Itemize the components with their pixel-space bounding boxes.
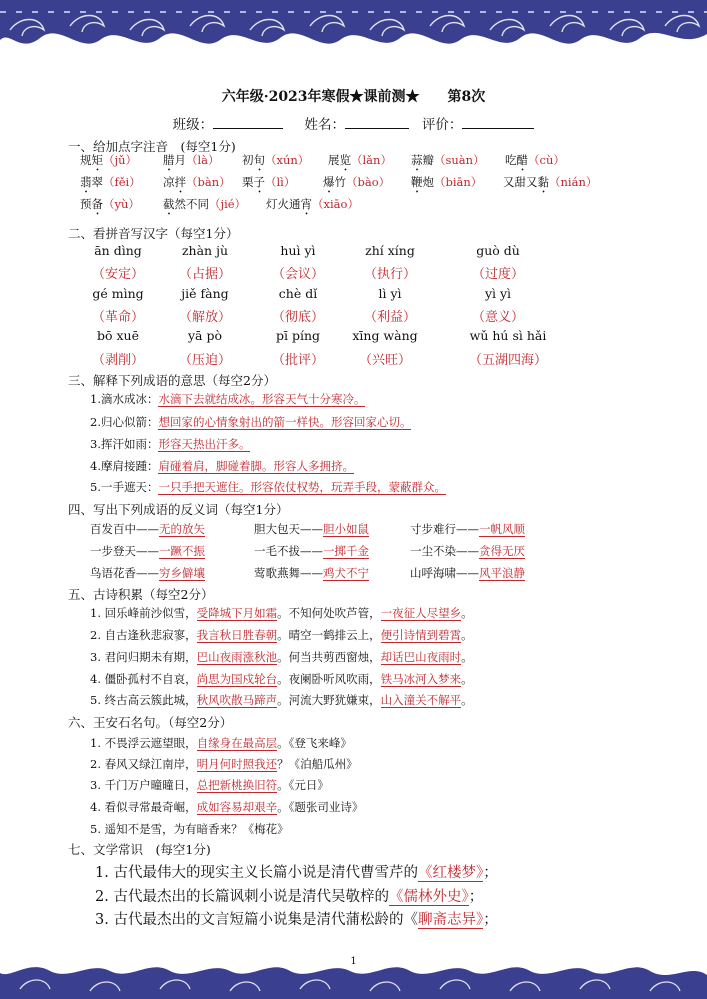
quote-line — [90, 821, 289, 837]
word-text: 凉 — [163, 175, 175, 189]
pinyin-answer: （lì） — [265, 175, 296, 189]
antonym-answer: 一掷千金 — [323, 544, 369, 558]
poem-answer: 秋风吹散马蹄声 — [196, 693, 278, 707]
page-number: 1 — [350, 956, 357, 967]
hanzi-answer: （意义） — [471, 310, 524, 325]
poem-text: 。夜阑卧听风吹雨， — [277, 672, 381, 686]
dotted-char: 蒜 — [411, 153, 423, 167]
poem-text: 。 — [461, 693, 473, 707]
annotation-item — [163, 152, 220, 174]
pinyin-text: yì yì — [484, 286, 512, 301]
annotation-item — [242, 152, 309, 174]
word-text: 灯火通 — [266, 197, 301, 211]
quote-text: 5. 遥知不是雪， — [90, 822, 174, 836]
antonym-answer: 一蹶不振 — [159, 544, 205, 558]
pinyin-text: jiě fàng — [181, 286, 229, 301]
section-2-header: 二、看拼音写汉字（每空1分） — [68, 226, 239, 241]
dotted-char: 爆 — [323, 175, 335, 189]
poem-text: 。 — [461, 650, 473, 664]
pinyin-text: huì yì — [280, 243, 316, 258]
hanzi-answer: （剥削） — [91, 353, 144, 368]
poem-line — [90, 627, 473, 643]
annotation-item — [323, 174, 390, 196]
hanzi-answer: （彻底） — [271, 310, 324, 325]
student-info-fields — [0, 113, 707, 133]
word-text: 竹 — [334, 175, 346, 189]
quote-answer: 明月何时照我还 — [196, 757, 278, 771]
eval-blank[interactable] — [462, 116, 534, 129]
poem-answer: 铁马冰河入梦来 — [380, 672, 462, 686]
pinyin-text: yā pò — [187, 328, 222, 343]
poem-line — [90, 692, 473, 708]
dotted-char: 子 — [253, 175, 265, 189]
hanzi-answer: （解放） — [178, 310, 231, 325]
poem-text: 。不知何处吹芦管， — [277, 606, 381, 620]
pinyin-answer: （bào） — [346, 175, 391, 189]
antonym-question: 莺歌燕舞—— — [254, 566, 323, 580]
pinyin-answer: （fěi） — [103, 175, 141, 189]
word-text: 预 — [80, 197, 92, 211]
quote-text: 。《元日》 — [277, 778, 329, 792]
pinyin-text: zhí xíng — [365, 243, 415, 258]
quote-line — [90, 799, 363, 815]
antonym-item — [254, 521, 369, 537]
pinyin-text: bō xuē — [97, 328, 139, 343]
antonym-item — [254, 543, 369, 559]
annotation-item — [266, 196, 359, 218]
word-text: 初 — [242, 153, 254, 167]
section-7-header: 七、文学常识 (每空1分) — [68, 842, 211, 857]
antonym-item — [90, 565, 205, 581]
poem-answer: 却话巴山夜雨时 — [380, 650, 462, 664]
annotation-item — [163, 196, 246, 218]
quote-answer: 自缘身在最高层 — [196, 736, 278, 750]
poem-line — [90, 605, 473, 621]
idiom-answer: 肩碰着肩，脚碰着脚。形容人多拥挤。 — [158, 459, 354, 473]
hanzi-answer: （兴旺） — [358, 353, 411, 368]
antonym-item — [410, 565, 525, 581]
pinyin-answer: （yù） — [103, 197, 140, 211]
word-text: 炮 — [422, 175, 434, 189]
dotted-char: 矩 — [91, 153, 103, 167]
pinyin-text: ān dìng — [94, 243, 142, 258]
pinyin-text: wǔ hú sì hǎi — [469, 328, 547, 343]
pinyin-text: guò dù — [476, 243, 520, 258]
annotation-item — [503, 174, 597, 196]
pinyin-text: gé mìng — [92, 286, 144, 301]
eval-label: 评价： — [421, 117, 463, 133]
pinyin-text: pī píng — [275, 328, 321, 343]
quote-answer: 成如容易却艰辛 — [196, 800, 278, 814]
poem-line — [90, 649, 473, 665]
dotted-char: 览 — [339, 153, 351, 167]
poem-text: 。 — [461, 672, 473, 686]
literature-answer: 聊斋志异》 — [417, 912, 484, 928]
idiom-question: 1.滴水成冰： — [90, 392, 159, 406]
annotation-item — [505, 152, 565, 174]
word-text: 又甜又 — [503, 175, 538, 189]
annotation-item — [411, 152, 485, 174]
quote-line — [90, 777, 329, 793]
antonym-question: 胆大包天—— — [254, 522, 323, 536]
dotted-char: 旬 — [253, 153, 265, 167]
poem-text: 1. 回乐峰前沙似雪， — [90, 606, 197, 620]
poem-answer: 尚思为国戍轮台 — [196, 672, 278, 686]
hanzi-answer: （安定） — [91, 267, 144, 282]
pinyin-text: lì yì — [378, 286, 402, 301]
literature-text: 1. 古代最伟大的现实主义长篇小说是清代曹雪芹的 — [95, 865, 418, 881]
hanzi-answer: （占据） — [178, 267, 231, 282]
section-5-header: 五、古诗积累（每空2分） — [68, 587, 214, 602]
antonym-item — [254, 565, 369, 581]
poem-text: 3. 君问归期未有期， — [90, 650, 197, 664]
dotted-char: 鞭 — [411, 175, 423, 189]
antonym-item — [410, 543, 525, 559]
name-label: 姓名： — [304, 117, 346, 133]
poem-answer: 巴山夜雨涨秋池 — [196, 650, 278, 664]
antonym-item — [90, 521, 205, 537]
annotation-item — [80, 174, 141, 196]
quote-text: 。《题张司业诗》 — [277, 800, 364, 814]
idiom-answer: 想回家的心情象射出的箭一样快。形容回家心切。 — [158, 415, 412, 429]
literature-text: 2. 古代最杰出的长篇讽刺小说是清代吴敬梓的 — [95, 889, 389, 905]
section-1-header: 一、给加点字注音 (每空1分) — [68, 139, 236, 154]
literature-item — [95, 861, 498, 882]
pinyin-answer: （nián） — [549, 175, 598, 189]
word-text: 然不同 — [174, 197, 209, 211]
idiom-item — [90, 436, 250, 452]
hanzi-answer: （会议） — [271, 267, 324, 282]
idiom-question: 3.挥汗如雨： — [90, 437, 159, 451]
hanzi-answer: （革命） — [91, 310, 144, 325]
dotted-char: 黏 — [537, 175, 549, 189]
pinyin-text: xīng wàng — [352, 328, 418, 343]
poem-text: 。何当共剪西窗烛， — [277, 650, 381, 664]
antonym-answer: 风平浪静 — [479, 566, 525, 580]
dotted-char: 备 — [91, 197, 103, 211]
antonym-question: 一毛不拔—— — [254, 544, 323, 558]
quote-text: 4. 看似寻常最奇崛， — [90, 800, 197, 814]
quote-text: 为有暗香来？《梅花》 — [173, 822, 289, 836]
pinyin-answer: （biān） — [434, 175, 483, 189]
section-4-header: 四、写出下列成语的反义词（每空1分） — [68, 502, 289, 517]
idiom-question: 5.一手遮天： — [90, 480, 159, 494]
poem-line — [90, 671, 473, 687]
dotted-char: 宵 — [300, 197, 312, 211]
poem-answer: 受降城下月如霜 — [196, 606, 278, 620]
word-text: 规 — [80, 153, 92, 167]
section-3-header: 三、解释下列成语的意思（每空2分） — [68, 373, 276, 388]
hanzi-answer: （利益） — [363, 310, 416, 325]
idiom-question: 2.归心似箭： — [90, 415, 159, 429]
literature-text: ； — [483, 865, 498, 881]
pinyin-answer: （suàn） — [434, 153, 485, 167]
section-6-header: 六、王安石名句。（每空2分） — [68, 715, 233, 730]
literature-item — [95, 908, 498, 929]
pinyin-answer: （jié） — [209, 197, 247, 211]
idiom-answer: 一只手把天遮住。形容依仗权势，玩弄手段，蒙蔽群众。 — [158, 480, 446, 494]
hanzi-answer: （过度） — [471, 267, 524, 282]
literature-answer: 《儒林外史》 — [388, 889, 469, 905]
quote-text: ？《泊船瓜州》 — [277, 757, 358, 771]
antonym-answer: 一帆风顺 — [479, 522, 525, 536]
dotted-char: 腊 — [163, 153, 175, 167]
poem-text: 。河流大野犹嫌束， — [277, 693, 381, 707]
quote-line — [90, 735, 352, 751]
class-blank[interactable] — [213, 116, 283, 129]
idiom-item — [90, 479, 446, 495]
word-text: 翠 — [91, 175, 103, 189]
antonym-answer: 贪得无厌 — [479, 544, 525, 558]
antonym-item — [410, 521, 525, 537]
antonym-question: 百发百中—— — [90, 522, 159, 536]
name-blank[interactable] — [345, 116, 409, 129]
literature-item — [95, 885, 483, 906]
hanzi-answer: （压迫） — [178, 353, 231, 368]
poem-answer: 山入潼关不解平 — [380, 693, 462, 707]
poem-text: 4. 僵卧孤村不自哀， — [90, 672, 197, 686]
literature-text: ； — [468, 889, 484, 905]
dotted-char: 醋 — [516, 153, 528, 167]
antonym-answer: 鸡犬不宁 — [323, 566, 369, 580]
annotation-item — [80, 196, 140, 218]
antonym-question: 一尘不染—— — [410, 544, 479, 558]
poem-answer: 便引诗情到碧霄 — [380, 628, 462, 642]
page-title: 六年级·2023年寒假★课前测★ 第8次 — [221, 89, 486, 105]
poem-text: 。 — [461, 606, 473, 620]
pinyin-text: zhàn jù — [181, 243, 229, 258]
pinyin-answer: （lǎn） — [351, 153, 392, 167]
antonym-item — [90, 543, 205, 559]
annotation-item — [328, 152, 392, 174]
dotted-char: 拌 — [174, 175, 186, 189]
hanzi-answer: （批评） — [271, 353, 324, 368]
top-wave-border — [0, 0, 707, 58]
quote-text: 1. 不畏浮云遮望眼， — [90, 736, 197, 750]
antonym-question: 山呼海啸—— — [410, 566, 479, 580]
antonym-answer: 胆小如鼠 — [323, 522, 369, 536]
pinyin-answer: （là） — [186, 153, 220, 167]
literature-text: 3. 古代最杰出的文言短篇小说集是清代蒲松龄的《 — [95, 912, 418, 928]
antonym-question: 一步登天—— — [90, 544, 159, 558]
poem-text: 2. 自古逢秋悲寂寥， — [90, 628, 197, 642]
pinyin-answer: （xún） — [265, 153, 310, 167]
pinyin-answer: （xiāo） — [312, 197, 359, 211]
poem-text: 。晴空一鹤排云上， — [277, 628, 381, 642]
word-text: 展 — [328, 153, 340, 167]
pinyin-answer: （cù） — [528, 153, 565, 167]
word-text: 栗 — [242, 175, 254, 189]
hanzi-answer: （执行） — [363, 267, 416, 282]
idiom-item — [90, 414, 411, 430]
quote-text: 。《登飞来峰》 — [277, 736, 352, 750]
quote-text: 3. 千门万户曈曈日， — [90, 778, 197, 792]
idiom-answer: 形容天热出汗多。 — [158, 437, 251, 451]
annotation-item — [80, 152, 137, 174]
poem-text: 5. 终古高云簇此城， — [90, 693, 197, 707]
idiom-item — [90, 391, 365, 407]
annotation-item — [242, 174, 295, 196]
literature-answer: 《红楼梦》 — [417, 865, 484, 881]
word-text: 吃 — [505, 153, 517, 167]
word-text: 瓣 — [422, 153, 434, 167]
poem-answer: 一夜征人尽望乡 — [380, 606, 462, 620]
antonym-question: 寸步难行—— — [410, 522, 479, 536]
antonym-answer: 穷乡僻壤 — [159, 566, 205, 580]
poem-text: 。 — [461, 628, 473, 642]
pinyin-text: chè dǐ — [278, 286, 318, 301]
dotted-char: 截 — [163, 197, 175, 211]
class-label: 班级： — [172, 117, 214, 133]
quote-text: 2. 春风又绿江南岸， — [90, 757, 197, 771]
quote-answer: 总把新桃换旧符 — [196, 778, 278, 792]
idiom-item — [90, 458, 354, 474]
pinyin-answer: （bàn） — [186, 175, 231, 189]
dotted-char: 翡 — [80, 175, 92, 189]
hanzi-answer: （五湖四海） — [468, 353, 547, 368]
antonym-answer: 无的放矢 — [159, 522, 205, 536]
antonym-question: 鸟语花香—— — [90, 566, 159, 580]
annotation-item — [163, 174, 231, 196]
pinyin-answer: （jǔ） — [103, 153, 137, 167]
annotation-item — [411, 174, 482, 196]
poem-answer: 我言秋日胜春朝 — [196, 628, 278, 642]
quote-line — [90, 756, 358, 772]
idiom-question: 4.摩肩接踵： — [90, 459, 159, 473]
word-text: 月 — [174, 153, 186, 167]
idiom-answer: 水滴下去就结成冰。形容天气十分寒冷。 — [158, 392, 366, 406]
literature-text: ； — [483, 912, 498, 928]
